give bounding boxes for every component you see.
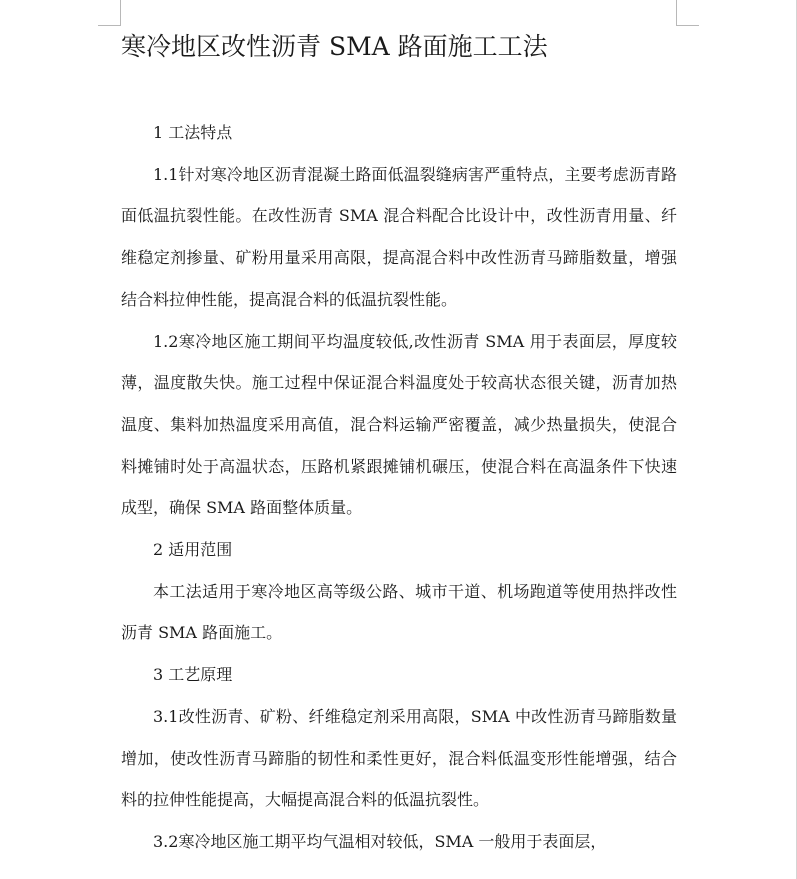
section-heading-principle: 3 工艺原理 — [153, 665, 233, 685]
section-heading-scope: 2 适用范围 — [153, 540, 233, 560]
paragraph-1-2: 1.2寒冷地区施工期间平均温度较低,改性沥青 SMA 用于表面层，厚度较薄，温度散失快。施工过程中保证混合料温度处于较高状态很关键，沥青加热温度、集料加热温度采用高值，混合料运输严密覆盖，减少热量损失，使混合料摊铺时处于高温状态，压路机紧跟摊铺机碾压，使混合料在高温条件下快速成型，确保 SMA 路面整体质量。 — [121, 331, 677, 518]
paragraph-3-2: 3.2寒冷地区施工期平均气温相对较低，SMA 一般用于表面层， — [153, 831, 607, 851]
margin-corner-mark-right — [676, 0, 699, 26]
section-heading-features: 1 工法特点 — [153, 123, 233, 142]
paragraph-3-1: 3.1改性沥青、矿粉、纤维稳定剂采用高限，SMA 中改性沥青马蹄脂数量增加，使改性沥青马蹄脂的韧性和柔性更好，混合料低温变形性能增强，结合料的拉伸性能提高，大幅提高混合料的低温抗裂性。 — [121, 706, 677, 810]
paragraph-scope: 本工法适用于寒冷地区高等级公路、城市干道、机场跑道等使用热拌改性沥青 SMA 路面施工。 — [121, 581, 677, 643]
document-body — [121, 112, 677, 863]
document-title: 寒冷地区改性沥青 SMA 路面施工工法 — [121, 32, 548, 61]
paragraph-1-1: 1.1针对寒冷地区沥青混凝土路面低温裂缝病害严重特点，主要考虑沥青路面低温抗裂性能。在改性沥青 SMA 混合料配合比设计中，改性沥青用量、纤维稳定剂掺量、矿粉用量采用高限，提高混合料中改性沥青马蹄脂数量，增强结合料拉伸性能，提高混合料的低温抗裂性能。 — [121, 164, 677, 309]
margin-corner-mark-left — [98, 0, 121, 26]
